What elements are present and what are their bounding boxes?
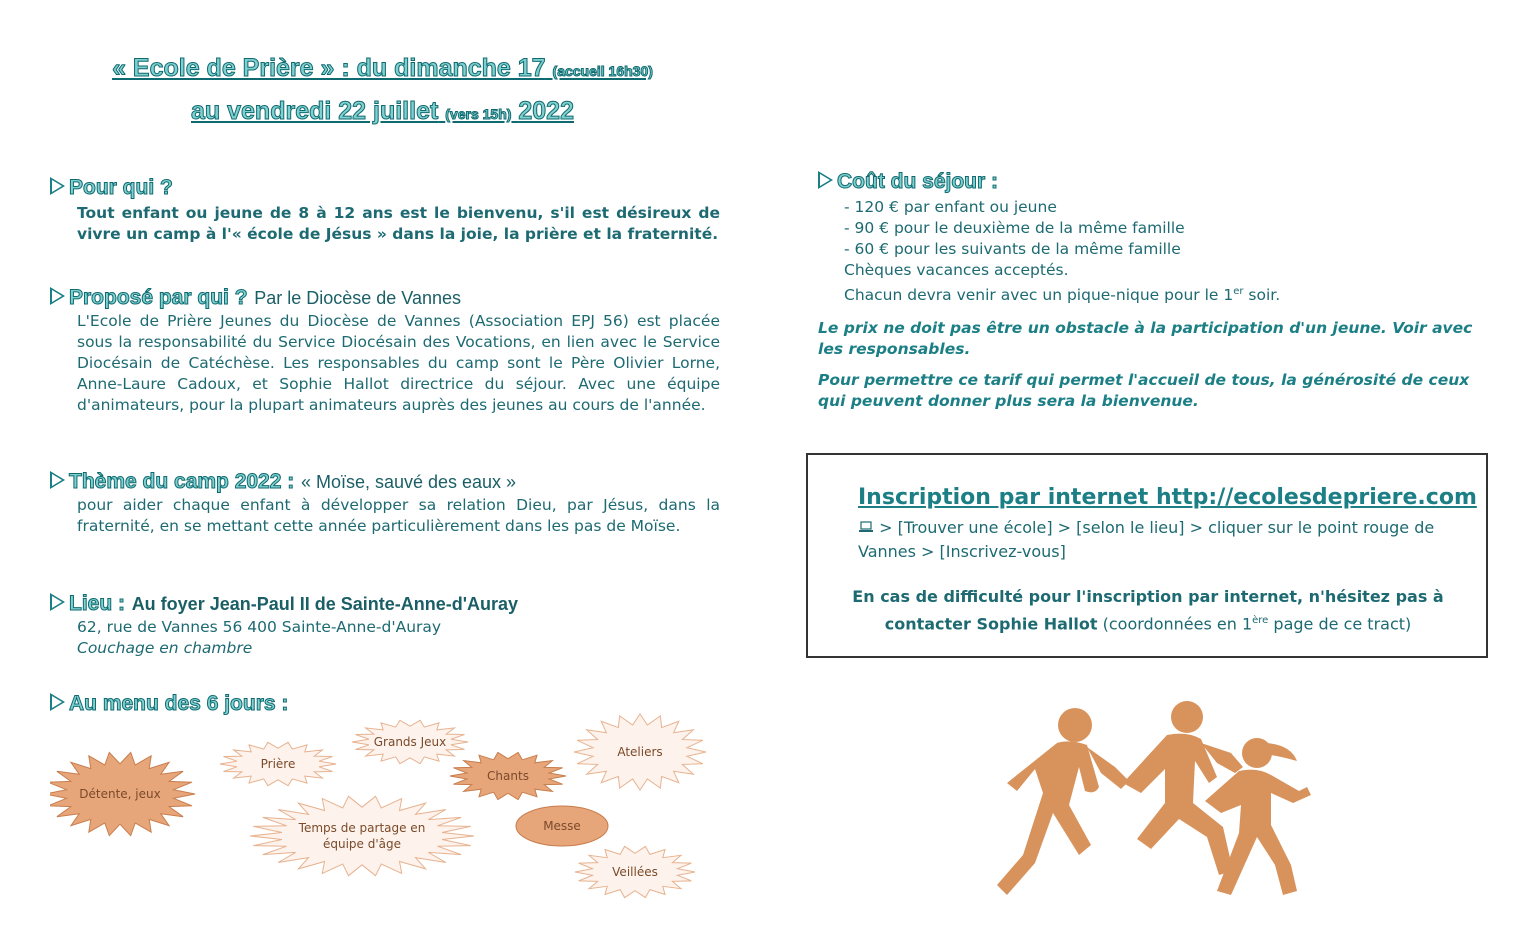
running-children-illustration (995, 695, 1315, 905)
lieu-address: 62, rue de Vannes 56 400 Sainte-Anne-d'Auray (77, 618, 442, 636)
menu-item-label: Prière (260, 757, 296, 771)
cost-note-2: Pour permettre ce tarif qui permet l'accueil de tous, la générosité de ceux qui peuvent donner plus sera la bienvenue. (818, 371, 1470, 411)
section-lieu: Lieu : Au foyer Jean-Paul II de Sainte-Anne-d'Auray 62, rue de Vannes 56 400 Sainte-Anne-d'Auray Couchage en chambre (50, 590, 720, 659)
triangle-bullet-icon (50, 593, 65, 611)
page-title (30, 48, 735, 134)
lieu-note: Couchage en chambre (77, 639, 253, 657)
triangle-bullet-icon (50, 471, 65, 489)
pour-qui-text: Tout enfant ou jeune de 8 à 12 ans est le bienvenu, s'il est désireux de vivre un camp à l'« école de Jésus » dans la joie, la prière et la fraternité. (77, 204, 720, 243)
menu-item-label: Messe (543, 819, 581, 833)
section-cost: Coût du séjour : - 120 € par enfant ou jeune - 90 € pour le deuxième de la même famille - 60 € pour les suivants de la même famille Chèques vacances acceptés. Chacun devra venir avec un pique-nique pour le 1er soir. Le prix ne doit pas être un obstacle à la participation d'un jeune. Voir avec les responsables. Pour permettre ce tarif qui permet l'accueil de tous, la générosité de ceux qui peuvent donner plus sera la bienvenue. (818, 168, 1488, 412)
menu-item-label: Grands Jeux (373, 735, 447, 749)
triangle-bullet-icon (50, 693, 65, 711)
propose-body: L'Ecole de Prière Jeunes du Diocèse de Vannes (Association EPJ 56) est placée sous la responsabilité du Service Diocésain des Vocations, en lien avec le Service Diocésain de Catéchèse. Les responsables du camp sont le Père Olivier Lorne, Anne-Laure Cadoux, et Sophie Hallot directrice du séjour. Avec une équipe d'animateurs, pour la plupart animateurs auprès des jeunes au cours de l'année. (77, 312, 720, 414)
triangle-bullet-icon (818, 171, 833, 189)
menu-item-label: Temps de partage en (298, 821, 426, 835)
starburst-shape (250, 796, 474, 875)
inscription-help: En cas de difficulté pour l'inscription par internet, n'hésitez pas à contacter Sophie Hallot (coordonnées en 1ère page de ce tract) (852, 587, 1444, 634)
menu-item-label: Veillées (612, 865, 658, 879)
triangle-bullet-icon (50, 287, 65, 305)
title-line-1: « Ecole de Prière » : du dimanche 17 (accueil 16h30) (112, 54, 653, 82)
cost-list: - 120 € par enfant ou jeune - 90 € pour le deuxième de la même famille - 60 € pour les suivants de la même famille Chèques vacances acceptés. Chacun devra venir avec un pique-nique pour le 1er soir. (844, 198, 1281, 305)
laptop-icon (858, 521, 874, 534)
cost-note-1: Le prix ne doit pas être un obstacle à la participation d'un jeune. Voir avec les responsables. (818, 319, 1473, 359)
section-pour-qui: Pour qui ? Tout enfant ou jeune de 8 à 12 ans est le bienvenu, s'il est désireux de vivre un camp à l'« école de Jésus » dans la joie, la prière et la fraternité. (50, 174, 720, 245)
section-menu: Au menu des 6 jours : (50, 690, 720, 717)
theme-body: pour aider chaque enfant à développer sa relation Dieu, par Jésus, dans la fraternité, en se mettant cette année particulièrement dans les pas de Moïse. (77, 496, 720, 535)
inscription-box: Inscription par internet http://ecolesdepriere.com > [Trouver une école] > [selon le lieu] > cliquer sur le point rouge de Vannes > [Inscrivez-vous] En cas de difficulté pour l'inscription par internet, n'hésitez pas à contacter Sophie Hallot (coordonnées en 1ère page de ce tract) (806, 453, 1488, 658)
title-line-2: au vendredi 22 juillet (vers 15h) 2022 (191, 97, 574, 125)
triangle-bullet-icon (50, 177, 65, 195)
menu-starbursts (50, 712, 720, 902)
section-theme: Thème du camp 2022 : « Moïse, sauvé des eaux » pour aider chaque enfant à développer sa relation Dieu, par Jésus, dans la fraternité, en se mettant cette année particulièrement dans les pas de Moïse. (50, 468, 720, 537)
menu-item-label: Chants (487, 769, 529, 783)
menu-item-label: Ateliers (617, 745, 663, 759)
section-propose: Proposé par qui ? Par le Diocèse de Vannes L'Ecole de Prière Jeunes du Diocèse de Vannes (Association EPJ 56) est placée sous la responsabilité du Service Diocésain des Vocations, en lien avec le Service Diocésain de Catéchèse. Les responsables du camp sont le Père Olivier Lorne, Anne-Laure Cadoux, et Sophie Hallot directrice du séjour. Avec une équipe d'animateurs, pour la plupart animateurs auprès des jeunes au cours de l'année. (50, 284, 720, 416)
menu-item-label: équipe d'âge (322, 837, 402, 851)
menu-item-label: Détente, jeux (79, 787, 161, 801)
inscription-url-link[interactable]: http://ecolesdepriere.com (1155, 485, 1477, 510)
inscription-path: > [Trouver une école] > [selon le lieu] > cliquer sur le point rouge de Vannes > [Inscrivez-vous] (858, 518, 1435, 561)
